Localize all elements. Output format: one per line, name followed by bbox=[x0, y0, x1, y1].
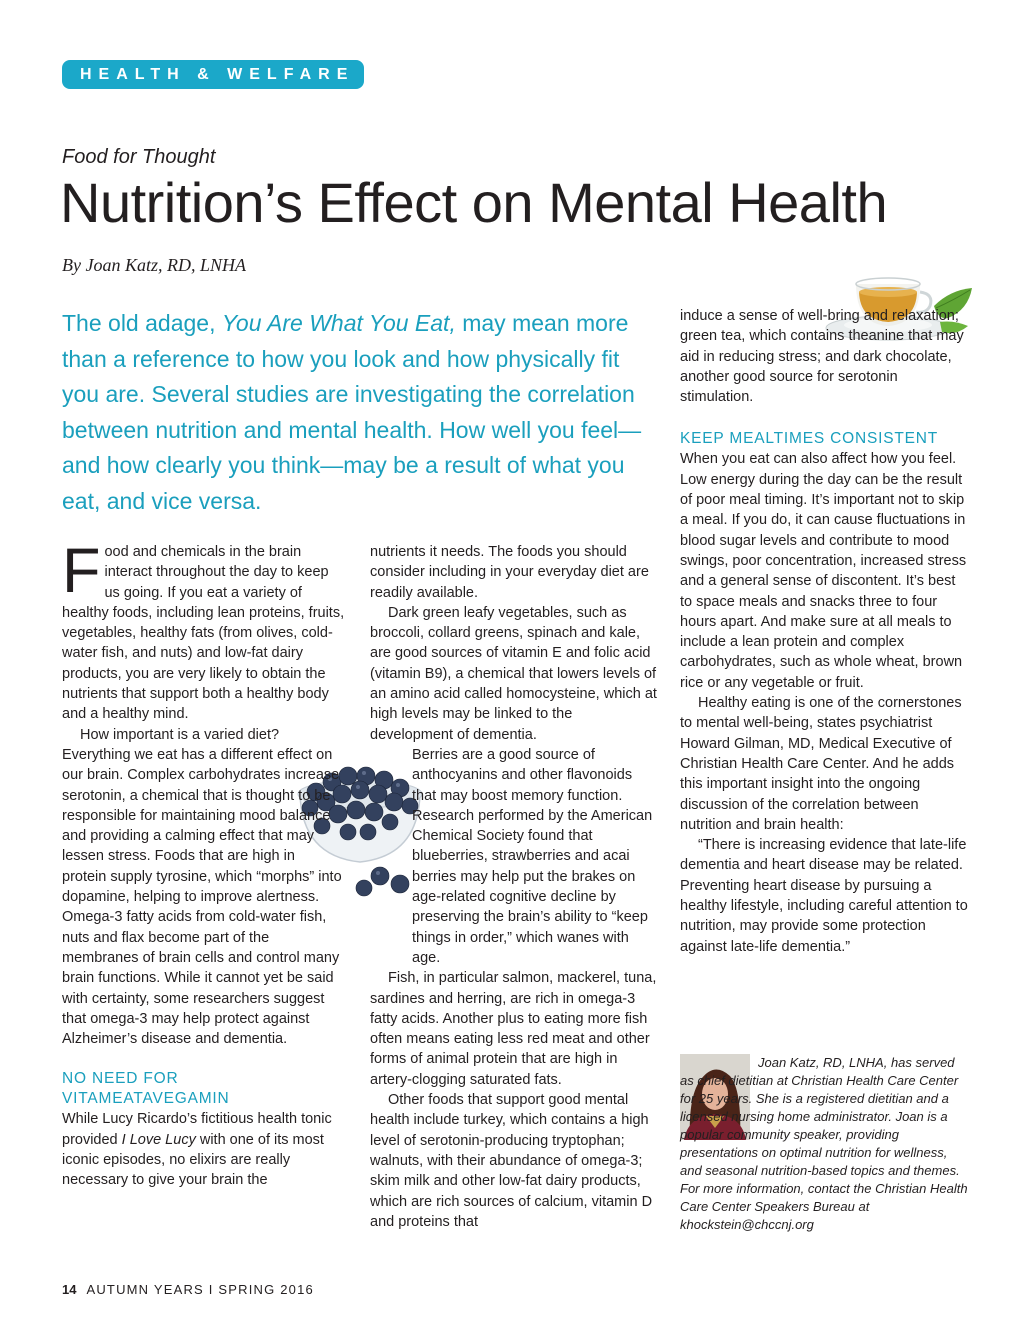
bio-paragraph: Joan Katz, RD, LNHA, has served as chief dietitian at Christian Health Care Center for 25 years. She is a registered dietitian and a licensed nursing home administrator. Joan is a popular community speaker, providing presentations on optimal nutrition for wellness, and seasonal nutrition-based topics and themes. bbox=[680, 1055, 960, 1178]
body-text: While Lucy Ricardo’s fictitious health tonic provided bbox=[62, 1111, 332, 1148]
author-bio bbox=[680, 1054, 970, 1234]
body-paragraph: nutrients it needs. The foods you should consider including in your everyday diet are readily available. bbox=[370, 544, 649, 601]
lede-text-end: may mean more than a reference to how you look and how physically fit you are. Several studies are investigating the correlation between nutrition and mental health. How well you feel—and how clearly you think—may be a result of what you eat, and vice versa. bbox=[62, 310, 642, 514]
body-text: ood and chemicals in the brain interact throughout the day to keep us going. If you eat a variety of healthy foods, including lean proteins, fruits, vegetables, healthy fats (from olives, cold-water fish, and nuts) and low-fat dairy products, you are very likely to obtain the nutrients that support both a healthy body and a healthy mind. bbox=[62, 544, 345, 723]
bio-contact: For more information, contact the Christian Health Care Center Speakers Bureau at khockstein@chccnj.org bbox=[680, 1181, 968, 1232]
body-paragraph: Healthy eating is one of the cornerstones to mental well-being, states psychiatrist Howard Gilman, MD, Medical Executive of Christian Health Care Center. And he adds this important insight into the ongoing discussion of the correlation between nutrition and brain health: bbox=[680, 695, 962, 833]
page-footer bbox=[62, 1282, 314, 1297]
lede-italic-phrase: You Are What You Eat, bbox=[221, 310, 456, 336]
drop-cap: F bbox=[62, 536, 101, 606]
kicker: Food for Thought bbox=[62, 146, 216, 168]
subhead-vitameatavegamin bbox=[62, 1069, 346, 1109]
quote-paragraph: “There is increasing evidence that late-life dementia and heart disease may be related. Preventing heart disease by pursuing a healthy lifestyle, including careful attention to nutrition, may provide some protection against late-life dementia.” bbox=[680, 837, 968, 955]
body-paragraph: Dark green leafy vegetables, such as broccoli, collard greens, spinach and kale, are good sources of vitamin E and folic acid (vitamin B9), a chemical that lowers levels of an amino acid called homocysteine, which at high levels may be linked to the development of dementia. bbox=[370, 604, 657, 743]
section-tag: HEALTH & WELFARE bbox=[62, 60, 364, 89]
body-paragraph bbox=[62, 536, 346, 725]
page-title: Nutrition’s Effect on Mental Health bbox=[60, 171, 888, 234]
body-paragraph: How important is a varied diet? Everything we eat has a different effect on our brain. Complex carbohydrates increase serotonin, a chemical that is thought to be responsible for maintaining mood balance and providing a calming effect that may lessen stress. Foods that are high in protein supply tyrosine, which “morphs” into dopamine, helping to improve alertness. Omega-3 fatty acids from cold-water fish, nuts and flax become part of the membranes of brain cells and control many brain functions. While it cannot yet be said with certainty, some researchers suggest that omega-3 may help protect against Alzheimer’s disease and dementia. bbox=[62, 726, 342, 1048]
body-paragraph: Fish, in particular salmon, mackerel, tuna, sardines and herring, are rich in omega-3 fatty acids. Another plus to eating more fish often means eating less red meat and other forms of animal protein that are high in artery-clogging saturated fats. bbox=[370, 970, 657, 1088]
body-paragraph bbox=[62, 1109, 346, 1190]
body-text: with one of its most iconic episodes, no elixirs are really necessary to give your brain the bbox=[62, 1131, 324, 1189]
article-column-2 bbox=[370, 542, 658, 1232]
page-number: 14 bbox=[62, 1282, 77, 1297]
lede-paragraph bbox=[62, 306, 662, 519]
body-paragraph: induce a sense of well-bring and relaxation; green tea, which contains theanine that may aid in reducing stress; and dark chocolate, another good source for serotonin stimulation. bbox=[680, 308, 964, 406]
show-title: I Love Lucy bbox=[121, 1131, 196, 1148]
body-paragraph: Berries are a good source of anthocyanins and other flavonoids that may boost memory function. Research performed by the American Chemical Society found that blueberries, strawberries and acai berries may help put the brakes on age-related cognitive decline by preserving the brain’s ability to “keep things in order,” which wanes with age. bbox=[412, 746, 653, 966]
body-paragraph: Other foods that support good mental health include turkey, which contains a high level of serotonin-producing tryptophan; walnuts, with their abundance of omega-3; skim milk and other low-fat dairy products, which are rich sources of calcium, vitamin D and proteins that bbox=[370, 1092, 653, 1230]
publication-info: AUTUMN YEARS I SPRING 2016 bbox=[86, 1282, 314, 1297]
article-column-3 bbox=[680, 306, 968, 957]
byline: By Joan Katz, RD, LNHA bbox=[62, 255, 246, 275]
subhead-keep-mealtimes: KEEP MEALTIMES CONSISTENT bbox=[680, 430, 939, 448]
subhead-line: VITAMEATAVEGAMIN bbox=[62, 1090, 230, 1108]
body-paragraph: When you eat can also affect how you feel. Low energy during the day can be the result of poor meal timing. It’s important not to skip a meal. If you do, it can cause fluctuations in blood sugar levels and contribute to mood swings, poor concentration, increased stress and a general sense of discontent. It’s best to space meals and snacks three to four hours apart. And make sure at all meals to include a lean protein and complex carbohydrates, such as whole wheat, brown rice or any vegetable or fruit. bbox=[680, 451, 967, 691]
article-column-1 bbox=[62, 536, 346, 1191]
subhead-line: NO NEED FOR bbox=[62, 1070, 179, 1088]
lede-text-start: The old adage, bbox=[62, 310, 222, 336]
